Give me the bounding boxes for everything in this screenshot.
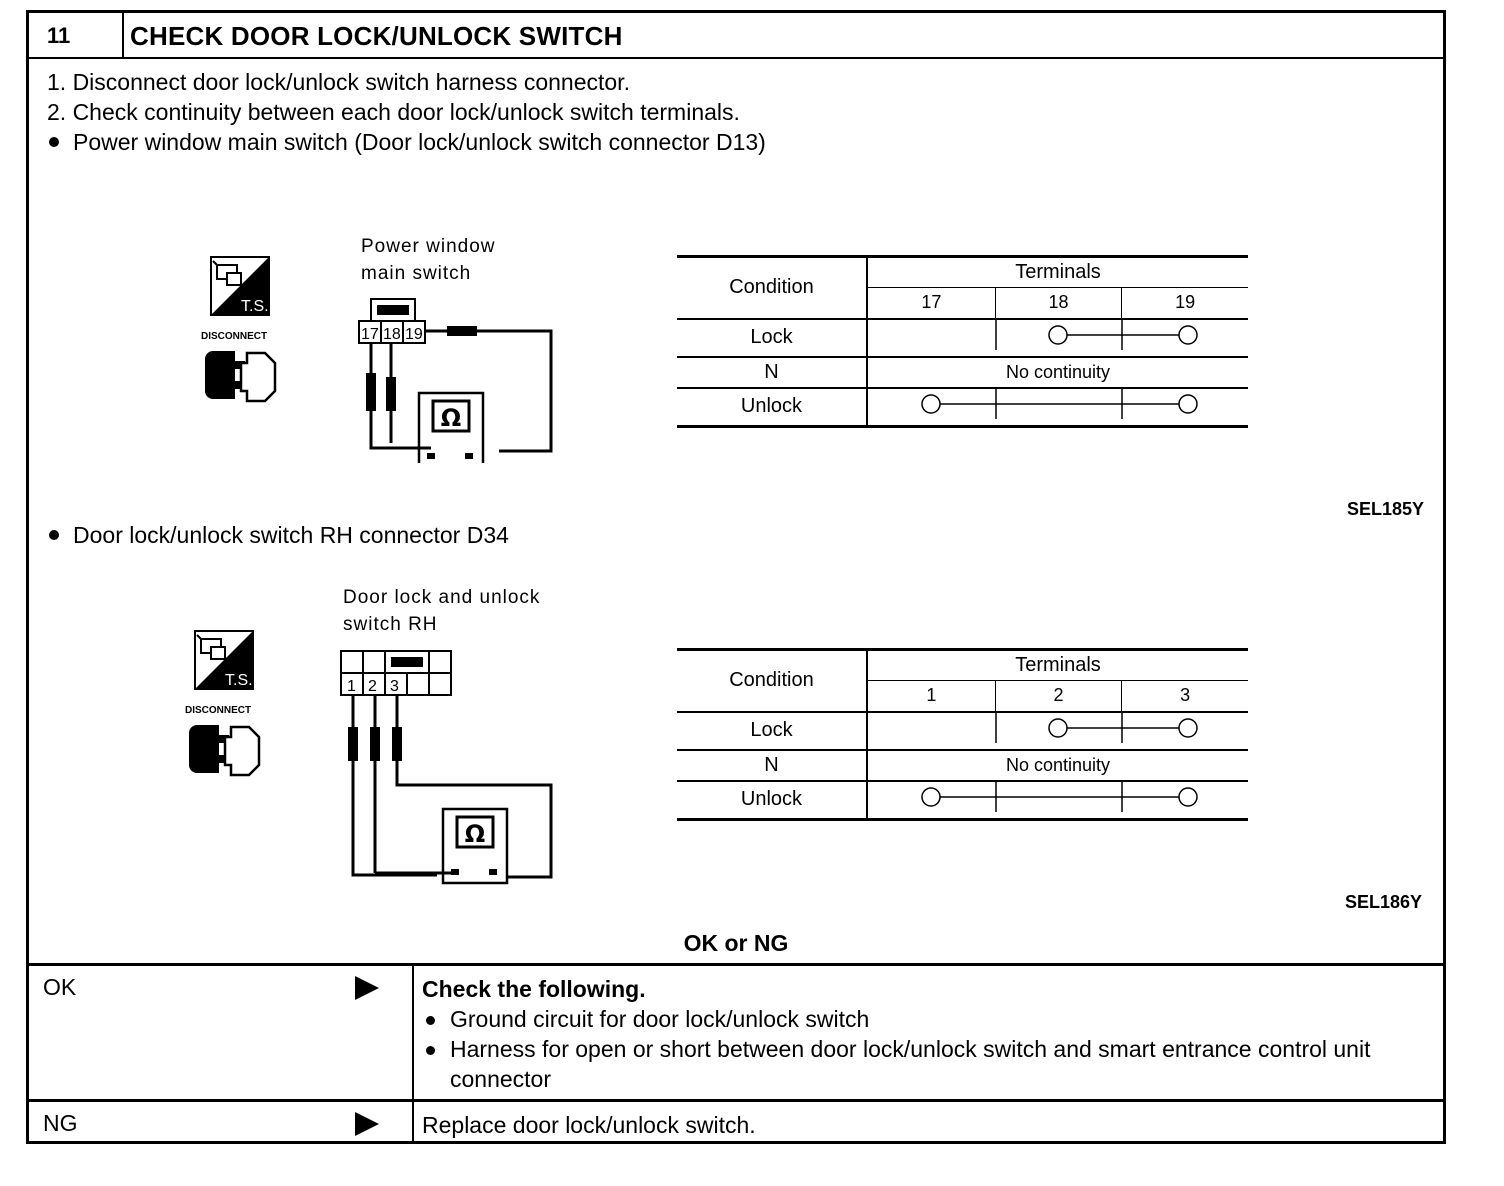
continuity-unlock-17-19 bbox=[868, 389, 1248, 419]
arrow-right-icon bbox=[355, 1112, 379, 1136]
condition-n: N bbox=[677, 357, 867, 388]
terminal-1-header: 1 bbox=[867, 681, 995, 712]
result-ok-item-2: Harness for open or short between door lock/unlock switch and smart entrance control unit connector bbox=[422, 1034, 1429, 1094]
result-title: OK or NG bbox=[683, 930, 789, 956]
result-ng-action: Replace door lock/unlock switch. bbox=[422, 1112, 756, 1138]
section-2-bullet-text: Door lock/unlock switch RH connector D34 bbox=[73, 522, 509, 548]
figure-ref-1: SEL185Y bbox=[1347, 499, 1425, 519]
unlock-continuity bbox=[867, 388, 1248, 427]
result-ng-row bbox=[29, 1099, 1443, 1141]
bullet-dot bbox=[49, 530, 59, 540]
ts-disconnect-icon bbox=[181, 627, 271, 777]
terminal-3-header: 3 bbox=[1180, 685, 1191, 706]
condition-unlock: Unlock bbox=[677, 781, 867, 820]
page-title: CHECK DOOR LOCK/UNLOCK SWITCH bbox=[124, 13, 1443, 59]
terminal-17-header: 17 bbox=[867, 288, 995, 319]
disconnect-label: DISCONNECT bbox=[185, 705, 252, 716]
condition-lock: Lock bbox=[677, 712, 867, 750]
pin-1-label: 1 bbox=[347, 678, 356, 695]
bullet-dot bbox=[49, 137, 59, 147]
condition-unlock: Unlock bbox=[677, 388, 867, 427]
terminal-18-header: 18 bbox=[995, 288, 1121, 319]
condition-n: N bbox=[677, 750, 867, 781]
continuity-lock-2-3 bbox=[868, 713, 1248, 743]
result-ok-row bbox=[29, 963, 1443, 1099]
unlock-continuity bbox=[867, 781, 1248, 820]
pin-2-label: 2 bbox=[368, 678, 377, 695]
ts-label: T.S. bbox=[241, 298, 269, 315]
pin-17-label: 17 bbox=[361, 326, 379, 343]
procedure-frame bbox=[26, 10, 1446, 1144]
lock-continuity bbox=[867, 319, 1248, 357]
lock-continuity bbox=[867, 712, 1248, 750]
result-ok-heading: Check the following. bbox=[422, 976, 646, 1002]
diagram-1-label-line2: main switch bbox=[361, 263, 472, 284]
diagram-1-label bbox=[361, 233, 496, 287]
result-ok-action bbox=[422, 974, 1429, 1094]
figure-ref-2: SEL186Y bbox=[1345, 892, 1423, 912]
condition-header: Condition bbox=[677, 650, 867, 712]
terminal-19-header: 19 bbox=[1175, 292, 1196, 313]
ohm-icon: Ω bbox=[464, 820, 486, 848]
instruction-2: 2. Check continuity between each door lock/unlock switch terminals. bbox=[47, 99, 740, 125]
continuity-table-2 bbox=[677, 648, 1248, 821]
section-1-bullet-text: Power window main switch (Door lock/unlock switch connector D13) bbox=[73, 129, 766, 155]
result-ng-label: NG bbox=[43, 1110, 78, 1136]
diagram-1-label-line1: Power window bbox=[361, 236, 496, 257]
terminal-2-header: 2 bbox=[995, 681, 1121, 712]
arrow-right-icon bbox=[355, 976, 379, 1000]
pin-18-label: 18 bbox=[383, 326, 401, 343]
section-2-bullet bbox=[49, 522, 509, 549]
result-ok-label: OK bbox=[43, 974, 77, 1000]
disconnect-label: DISCONNECT bbox=[201, 331, 268, 342]
diagram-2-label-line2: switch RH bbox=[343, 614, 438, 635]
instruction-1: 1. Disconnect door lock/unlock switch harness connector. bbox=[47, 69, 630, 95]
terminals-header: Terminals bbox=[867, 257, 1248, 288]
pin-3-label: 3 bbox=[390, 678, 399, 695]
condition-header: Condition bbox=[677, 257, 867, 319]
continuity-table-1 bbox=[677, 255, 1248, 428]
meter-diagram-2 bbox=[337, 645, 567, 885]
no-continuity: No continuity bbox=[1005, 754, 1111, 775]
step-number: 11 bbox=[29, 13, 124, 59]
result-ng-left bbox=[29, 1102, 414, 1141]
meter-diagram-1 bbox=[349, 293, 569, 463]
ts-disconnect-icon bbox=[197, 253, 287, 403]
ohm-icon: Ω bbox=[440, 404, 462, 432]
section-1-bullet bbox=[49, 129, 766, 156]
diagram-2-label bbox=[343, 584, 540, 638]
result-ok-left bbox=[29, 966, 414, 1099]
condition-lock: Lock bbox=[677, 319, 867, 357]
continuity-lock-18-19 bbox=[868, 320, 1248, 350]
no-continuity: No continuity bbox=[1005, 361, 1111, 382]
diagram-2-label-line1: Door lock and unlock bbox=[343, 587, 541, 608]
ts-label: T.S. bbox=[225, 672, 253, 689]
result-ok-item-1: Ground circuit for door lock/unlock switch bbox=[422, 1004, 1429, 1034]
terminals-header: Terminals bbox=[867, 650, 1248, 681]
pin-19-label: 19 bbox=[405, 326, 423, 343]
continuity-unlock-1-3 bbox=[868, 782, 1248, 812]
